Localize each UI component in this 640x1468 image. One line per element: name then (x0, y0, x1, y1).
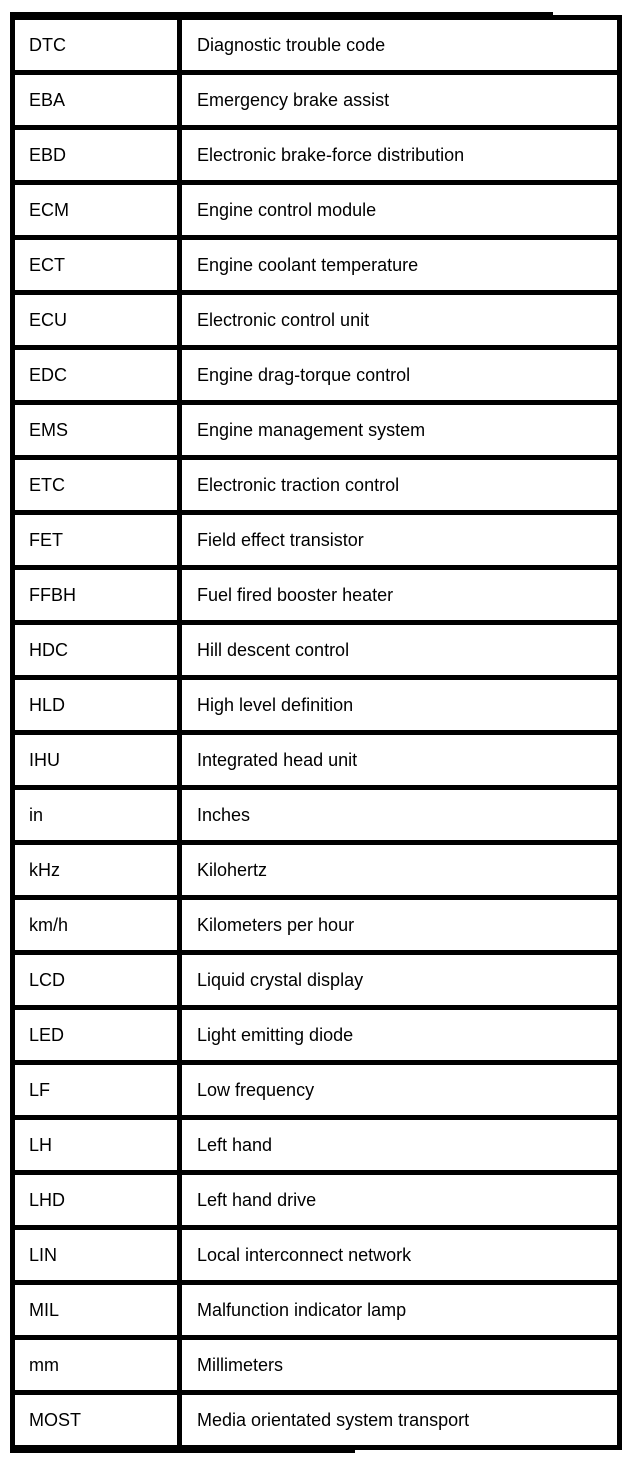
abbreviation-cell: HDC (13, 623, 180, 678)
table-row (13, 348, 620, 403)
definition-cell: High level definition (180, 678, 620, 733)
table-row (13, 733, 620, 788)
definition-cell: Diagnostic trouble code (180, 18, 620, 73)
abbreviation-cell: mm (13, 1338, 180, 1393)
abbreviation-cell: LF (13, 1063, 180, 1118)
table-row (13, 1008, 620, 1063)
definition-cell: Fuel fired booster heater (180, 568, 620, 623)
definition-cell: Media orientated system transport (180, 1393, 620, 1448)
table-row (13, 1118, 620, 1173)
definition-cell: Kilohertz (180, 843, 620, 898)
table-row (13, 183, 620, 238)
definition-cell: Light emitting diode (180, 1008, 620, 1063)
definition-cell: Electronic brake-force distribution (180, 128, 620, 183)
table-row (13, 293, 620, 348)
definition-cell: Hill descent control (180, 623, 620, 678)
abbreviation-cell: IHU (13, 733, 180, 788)
definition-cell: Left hand drive (180, 1173, 620, 1228)
definition-cell: Engine management system (180, 403, 620, 458)
table-row (13, 128, 620, 183)
definition-cell: Emergency brake assist (180, 73, 620, 128)
abbreviation-cell: MIL (13, 1283, 180, 1338)
definition-cell: Electronic control unit (180, 293, 620, 348)
table-row (13, 238, 620, 293)
definition-cell: Electronic traction control (180, 458, 620, 513)
abbreviation-cell: LHD (13, 1173, 180, 1228)
abbreviations-table-body (13, 18, 620, 1448)
definition-cell: Engine coolant temperature (180, 238, 620, 293)
definition-cell: Millimeters (180, 1338, 620, 1393)
definition-cell: Engine control module (180, 183, 620, 238)
abbreviation-cell: HLD (13, 678, 180, 733)
table-row (13, 1283, 620, 1338)
table-row (13, 73, 620, 128)
table-row (13, 1228, 620, 1283)
table-row (13, 898, 620, 953)
abbreviation-cell: DTC (13, 18, 180, 73)
abbreviation-cell: ECM (13, 183, 180, 238)
table-row (13, 1393, 620, 1448)
abbreviations-table (10, 15, 622, 1450)
scan-artifact-bottom-border (10, 1448, 355, 1453)
definition-cell: Left hand (180, 1118, 620, 1173)
table-row (13, 1173, 620, 1228)
definition-cell: Engine drag-torque control (180, 348, 620, 403)
abbreviation-cell: kHz (13, 843, 180, 898)
definition-cell: Liquid crystal display (180, 953, 620, 1008)
table-row (13, 458, 620, 513)
abbreviation-cell: LH (13, 1118, 180, 1173)
abbreviation-cell: MOST (13, 1393, 180, 1448)
definition-cell: Local interconnect network (180, 1228, 620, 1283)
table-row (13, 788, 620, 843)
abbreviation-cell: EDC (13, 348, 180, 403)
abbreviation-cell: EBA (13, 73, 180, 128)
table-row (13, 1063, 620, 1118)
abbreviation-cell: FFBH (13, 568, 180, 623)
table-row (13, 953, 620, 1008)
abbreviation-cell: km/h (13, 898, 180, 953)
definition-cell: Integrated head unit (180, 733, 620, 788)
abbreviation-cell: ETC (13, 458, 180, 513)
definition-cell: Low frequency (180, 1063, 620, 1118)
table-row (13, 18, 620, 73)
abbreviation-cell: LED (13, 1008, 180, 1063)
abbreviation-cell: LCD (13, 953, 180, 1008)
definition-cell: Field effect transistor (180, 513, 620, 568)
definition-cell: Malfunction indicator lamp (180, 1283, 620, 1338)
abbreviation-cell: in (13, 788, 180, 843)
table-row (13, 678, 620, 733)
abbreviation-cell: EBD (13, 128, 180, 183)
abbreviation-cell: ECU (13, 293, 180, 348)
abbreviation-cell: ECT (13, 238, 180, 293)
abbreviation-cell: LIN (13, 1228, 180, 1283)
abbreviation-cell: EMS (13, 403, 180, 458)
table-row (13, 843, 620, 898)
abbreviation-cell: FET (13, 513, 180, 568)
table-row (13, 623, 620, 678)
table-row (13, 403, 620, 458)
definition-cell: Kilometers per hour (180, 898, 620, 953)
table-row (13, 568, 620, 623)
definition-cell: Inches (180, 788, 620, 843)
table-row (13, 1338, 620, 1393)
table-row (13, 513, 620, 568)
